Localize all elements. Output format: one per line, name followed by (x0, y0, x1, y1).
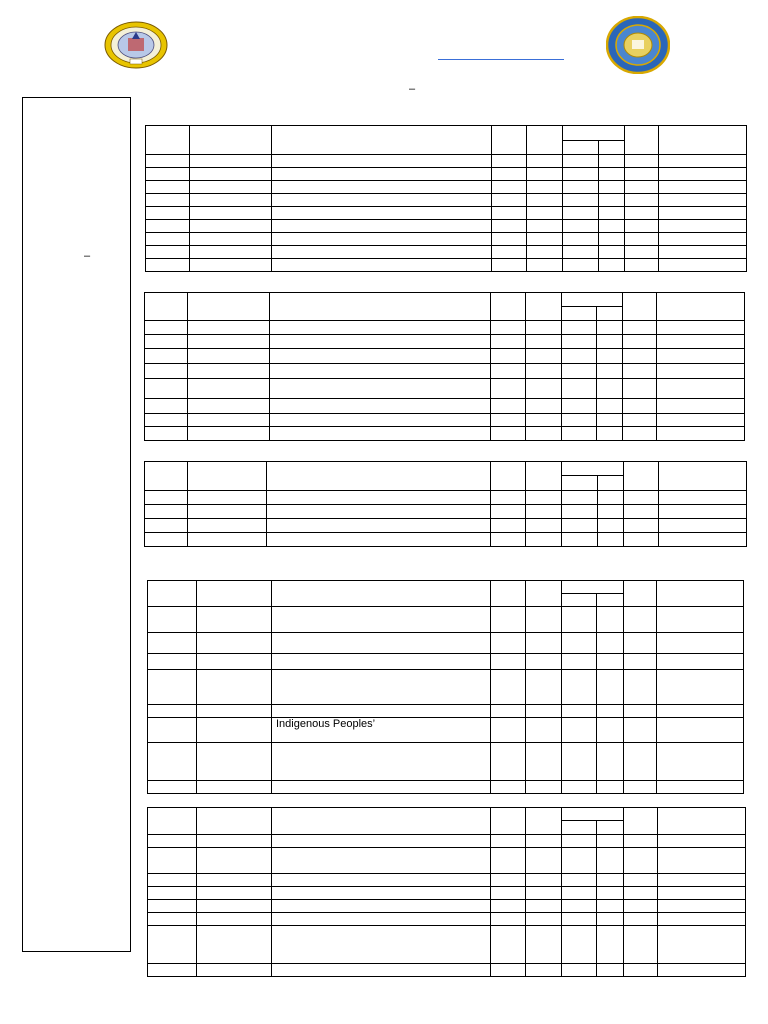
table-header-row (146, 126, 747, 141)
table-row (145, 399, 745, 414)
sidebar-dash: – (84, 250, 91, 262)
table-row (148, 670, 744, 705)
indigenous-peoples-text: Indigenous Peoples’ (276, 718, 376, 730)
table-row (146, 168, 747, 181)
table-row (148, 654, 744, 670)
table-row (145, 519, 747, 533)
table-row (148, 718, 744, 743)
sidebar-panel (22, 97, 131, 952)
course-table-2 (144, 292, 745, 441)
header-link-underline[interactable] (438, 59, 564, 60)
table-row (145, 349, 745, 364)
table-row (148, 835, 746, 848)
table-header-row (145, 293, 745, 307)
table-row (145, 427, 745, 441)
table-header-row (148, 581, 744, 594)
table-row (148, 913, 746, 926)
table-row (148, 926, 746, 964)
table-row (146, 220, 747, 233)
course-table-3 (144, 461, 747, 547)
table-row (145, 491, 747, 505)
table-header-row (148, 808, 746, 821)
table-row (148, 874, 746, 887)
table-row (148, 705, 744, 718)
table-row (148, 848, 746, 874)
table-row (148, 887, 746, 900)
table-row (145, 533, 747, 547)
table-row (146, 181, 747, 194)
course-table-1 (145, 125, 747, 272)
table-row (148, 964, 746, 977)
table-row (145, 321, 745, 335)
table-row (148, 900, 746, 913)
header-dash: – (409, 83, 416, 95)
table-row (145, 505, 747, 519)
table-row (146, 246, 747, 259)
table-row (146, 155, 747, 168)
table-row (148, 633, 744, 654)
university-seal-logo (606, 16, 670, 74)
table-row (148, 607, 744, 633)
school-seal-logo (104, 21, 168, 69)
table-row (145, 414, 745, 427)
course-table-5 (147, 807, 746, 977)
table-row (145, 364, 745, 379)
table-row (145, 379, 745, 399)
table-row (148, 743, 744, 781)
table-row (146, 259, 747, 272)
course-table-4 (147, 580, 744, 794)
table-row (146, 233, 747, 246)
table-row (148, 781, 744, 794)
table-row (145, 335, 745, 349)
table-row (146, 207, 747, 220)
table-row (146, 194, 747, 207)
table-header-row (145, 462, 747, 476)
